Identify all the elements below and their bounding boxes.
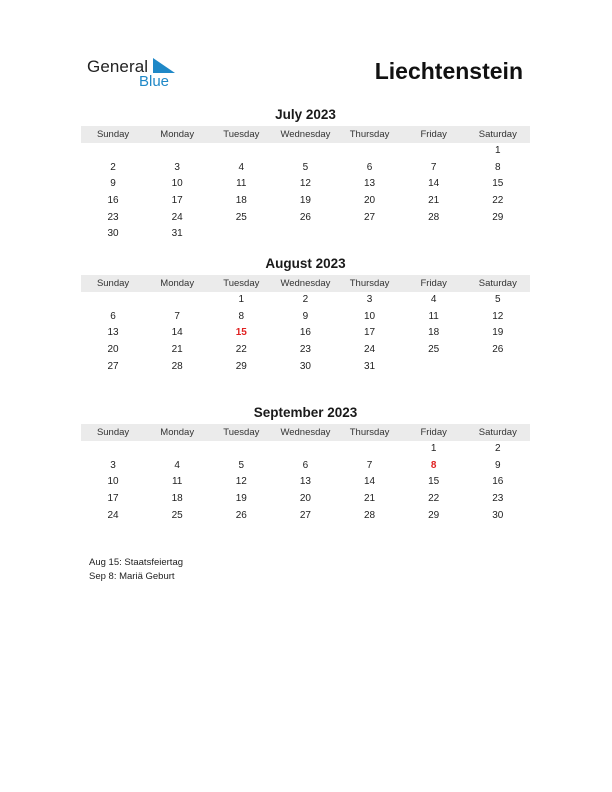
day-cell: 20: [299, 493, 311, 505]
week-row: [81, 160, 530, 177]
day-cell: 15: [428, 476, 440, 488]
day-cell: 21: [428, 195, 440, 207]
week-row: [81, 458, 530, 475]
day-cell: 12: [299, 178, 311, 190]
day-cell: 28: [428, 211, 440, 223]
week-row: [81, 292, 530, 309]
day-cell: 23: [107, 211, 119, 223]
day-cell: 24: [171, 211, 183, 223]
logo-general-text: General: [87, 57, 149, 76]
month-calendar: [81, 255, 530, 375]
day-cell: [338, 143, 402, 160]
holiday-notes: [89, 556, 183, 584]
day-cell: [402, 226, 466, 243]
day-cell: 27: [364, 211, 376, 223]
day-cell: [273, 441, 337, 458]
day-cell: 7: [430, 161, 437, 173]
day-cell: 2: [110, 161, 116, 173]
weekday-header-row: [81, 424, 530, 441]
day-cell: [402, 359, 466, 376]
day-cell: 28: [171, 360, 183, 372]
logo-triangle-icon: [153, 58, 175, 73]
week-row: [81, 441, 530, 458]
day-cell: 14: [428, 178, 440, 190]
week-row: [81, 226, 530, 243]
day-cell: [338, 226, 402, 243]
day-cell: [338, 441, 402, 458]
day-cell: 19: [299, 195, 311, 207]
day-cell: 5: [238, 459, 245, 471]
weekday-label: Thursday: [349, 129, 390, 140]
weekday-label: Tuesday: [223, 129, 260, 140]
day-cell: 3: [366, 294, 373, 305]
day-cell: 1: [495, 145, 501, 156]
day-cell: 27: [107, 360, 119, 372]
day-cell: 30: [107, 228, 119, 240]
day-cell: [145, 143, 209, 160]
week-row: [81, 474, 530, 491]
weekday-label: Sunday: [96, 278, 130, 289]
day-cell: 11: [428, 310, 439, 322]
day-cell: [273, 226, 337, 243]
day-cell: 6: [366, 161, 373, 173]
day-cell: 8: [495, 161, 501, 173]
day-cell: 30: [492, 509, 504, 521]
day-cell: 2: [302, 294, 309, 305]
month-title: August 2023: [265, 256, 346, 271]
weekday-label: Thursday: [349, 278, 390, 289]
week-row: [81, 193, 530, 210]
day-cell: 19: [235, 493, 247, 505]
day-cell: 15: [492, 178, 504, 190]
day-cell: 26: [492, 344, 504, 356]
day-cell: [209, 226, 273, 243]
day-cell: 3: [174, 161, 180, 173]
day-cell: 1: [430, 443, 437, 454]
day-cell: 4: [430, 294, 437, 305]
day-cell: 20: [364, 195, 376, 207]
weekday-header-row: [81, 126, 530, 143]
weekday-label: Wednesday: [280, 278, 331, 289]
day-cell: [466, 359, 530, 376]
day-cell: 4: [238, 161, 245, 173]
weekday-label: Friday: [420, 129, 447, 140]
day-cell: 24: [364, 344, 376, 356]
month-title: September 2023: [253, 405, 358, 420]
day-cell: 27: [299, 509, 311, 521]
day-cell: 16: [299, 327, 311, 339]
day-cell: 21: [364, 493, 376, 505]
weekday-label: Tuesday: [223, 278, 260, 289]
week-row: [81, 359, 530, 376]
day-cell: 29: [428, 509, 440, 521]
day-cell: 25: [171, 509, 183, 521]
day-cell: 17: [171, 195, 183, 207]
day-cell: 26: [299, 211, 311, 223]
month-title: July 2023: [275, 107, 336, 122]
day-cell: 25: [428, 344, 440, 356]
day-cell: 10: [364, 310, 376, 322]
day-cell: 25: [235, 211, 247, 223]
day-cell: 21: [171, 344, 183, 356]
day-cell: 29: [492, 211, 504, 223]
day-cell: 1: [238, 294, 245, 305]
day-cell: 14: [171, 327, 183, 339]
logo-blue-text: Blue: [139, 73, 170, 90]
weekday-label: Sunday: [96, 129, 130, 140]
weekday-label: Monday: [160, 129, 195, 140]
weekday-header-row: [81, 275, 530, 292]
day-cell: 10: [171, 178, 183, 190]
weekday-label: Friday: [420, 278, 447, 289]
day-cell: [145, 292, 209, 309]
day-cell: [81, 292, 145, 309]
day-cell: 9: [495, 459, 501, 471]
day-cell: [402, 143, 466, 160]
day-cell: 2: [495, 443, 501, 454]
day-cell: 12: [492, 310, 504, 322]
day-cell: 5: [302, 161, 309, 173]
weekday-label: Saturday: [478, 278, 517, 289]
day-cell: 9: [110, 178, 116, 190]
generalblue-logo: [87, 54, 187, 94]
week-row: [81, 491, 530, 508]
day-cell: [81, 143, 145, 160]
day-cell: [209, 143, 273, 160]
weekday-label: Wednesday: [280, 129, 331, 140]
day-cell: [145, 441, 209, 458]
day-cell: 28: [364, 509, 376, 521]
day-cell: 12: [235, 476, 247, 488]
day-cell: 16: [492, 476, 504, 488]
day-cell: [209, 441, 273, 458]
weekday-label: Saturday: [478, 129, 517, 140]
week-row: [81, 309, 530, 326]
day-cell: 29: [235, 360, 247, 372]
day-cell: 23: [299, 344, 311, 356]
day-cell: 6: [302, 459, 309, 471]
day-cell: 3: [110, 459, 116, 471]
day-cell: [81, 441, 145, 458]
day-cell: 11: [236, 178, 247, 190]
day-cell: 5: [495, 294, 501, 305]
weekday-label: Monday: [160, 278, 195, 289]
day-cell: 31: [171, 228, 183, 240]
week-row: [81, 176, 530, 193]
day-cell: 18: [428, 327, 440, 339]
weekday-label: Friday: [420, 427, 447, 438]
week-row: [81, 143, 530, 160]
day-cell: 7: [174, 310, 180, 322]
day-cell: 31: [364, 360, 376, 372]
day-cell: 17: [364, 327, 376, 339]
day-cell: 24: [107, 509, 119, 521]
country-title: Liechtenstein: [374, 58, 523, 84]
week-row: [81, 210, 530, 227]
day-cell: 26: [235, 509, 247, 521]
day-cell: 16: [107, 195, 119, 207]
day-cell: 10: [107, 476, 119, 488]
day-cell: 13: [364, 178, 376, 190]
day-cell: [273, 143, 337, 160]
day-cell: 8: [238, 310, 245, 322]
holiday-note: Sep 8: Mariä Geburt: [89, 571, 175, 582]
day-cell: 22: [492, 195, 504, 207]
day-cell: 30: [299, 360, 311, 372]
month-calendar: [81, 404, 530, 524]
day-cell: 20: [107, 344, 119, 356]
day-cell: 7: [366, 459, 373, 471]
day-cell: 13: [107, 327, 119, 339]
day-cell: 6: [110, 310, 116, 322]
holiday-day-cell: 8: [430, 459, 437, 471]
holiday-note: Aug 15: Staatsfeiertag: [89, 557, 184, 568]
day-cell: 13: [299, 476, 311, 488]
day-cell: 22: [235, 344, 247, 356]
day-cell: 14: [364, 476, 376, 488]
day-cell: 9: [302, 310, 309, 322]
day-cell: [466, 226, 530, 243]
month-calendar: [81, 106, 530, 243]
weekday-label: Tuesday: [223, 427, 260, 438]
day-cell: 17: [107, 493, 119, 505]
day-cell: 4: [174, 459, 180, 471]
weekday-label: Sunday: [96, 427, 130, 438]
weekday-label: Thursday: [349, 427, 390, 438]
day-cell: 22: [428, 493, 440, 505]
day-cell: 11: [171, 476, 183, 488]
day-cell: 18: [171, 493, 183, 505]
weekday-label: Monday: [160, 427, 195, 438]
day-cell: 23: [492, 493, 504, 505]
week-row: [81, 325, 530, 342]
weekday-label: Saturday: [478, 427, 517, 438]
weekday-label: Wednesday: [280, 427, 331, 438]
day-cell: 18: [235, 195, 247, 207]
week-row: [81, 342, 530, 359]
week-row: [81, 508, 530, 525]
day-cell: 19: [492, 327, 504, 339]
holiday-day-cell: 15: [235, 327, 247, 339]
